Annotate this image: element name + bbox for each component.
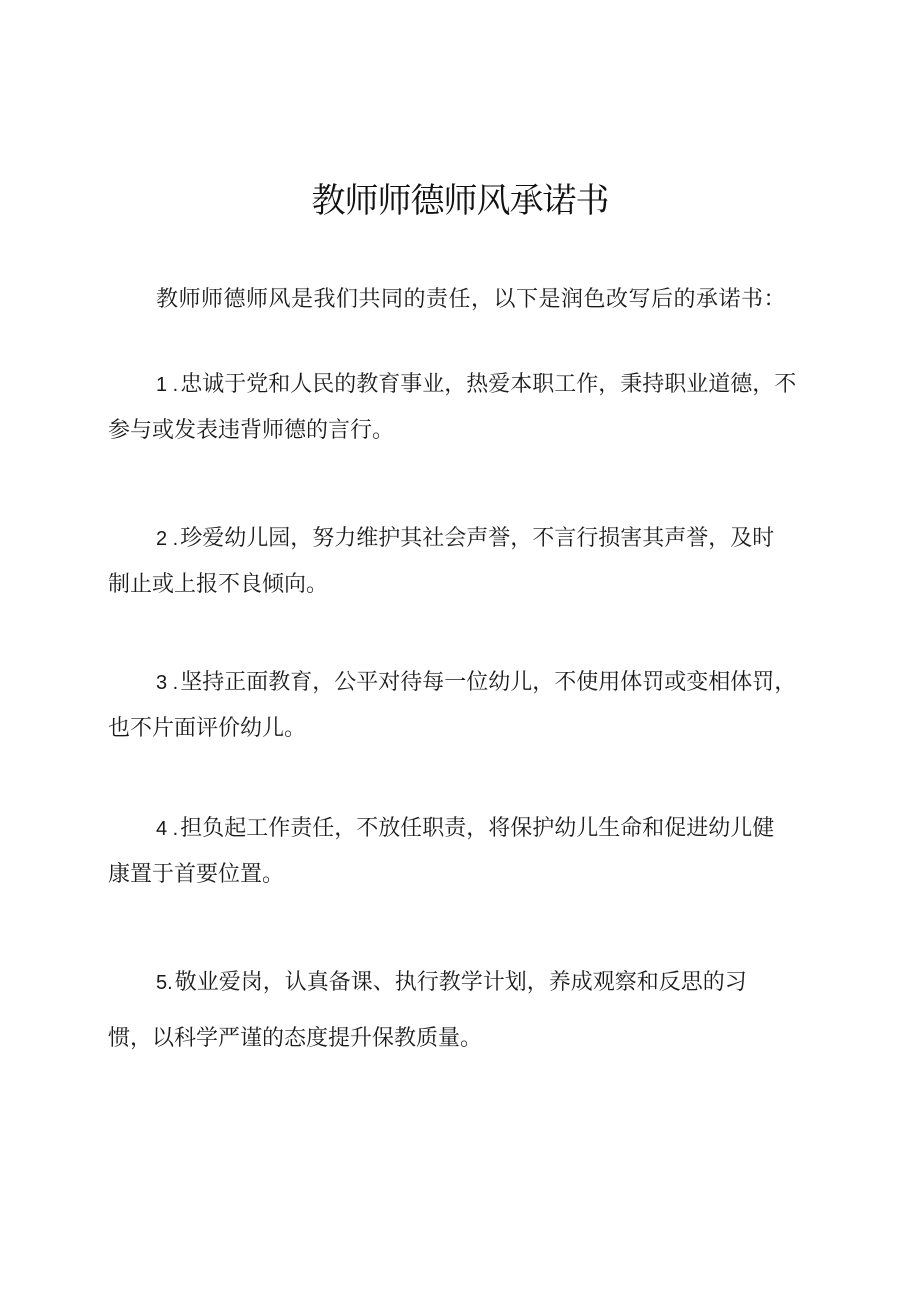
item-continuation-line: 也不片面评价幼儿。 [108, 716, 307, 741]
item-number: 3 . [156, 672, 179, 694]
commitment-item-2 [108, 516, 828, 608]
item-first-line [108, 950, 828, 1016]
commitment-item-4 [108, 806, 828, 898]
item-first-line [108, 660, 828, 706]
item-number: 4 . [156, 818, 179, 840]
intro-paragraph: 教师师德师风是我们共同的责任，以下是润色改写后的承诺书： [156, 287, 787, 312]
item-text: 珍爱幼儿园，努力维护其社会声誉，不言行损害其声誉，及时 [180, 526, 775, 551]
commitment-item-1 [108, 362, 828, 454]
item-continuation-line: 惯，以科学严谨的态度提升保教质量。 [108, 1026, 483, 1051]
item-first-line [108, 362, 828, 408]
item-first-line [108, 806, 828, 852]
item-number: 1 . [156, 374, 179, 396]
item-number: 2 . [156, 528, 179, 550]
item-continuation-line: 参与或发表违背师德的言行。 [108, 418, 395, 443]
item-continuation-line: 康置于首要位置。 [108, 862, 285, 887]
item-text: 敬业爱岗，认真备课、执行教学计划，养成观察和反思的习 [174, 970, 747, 995]
item-first-line [108, 516, 828, 562]
item-text: 忠诚于党和人民的教育事业，热爱本职工作，秉持职业道德，不 [180, 372, 797, 397]
item-continuation-line: 制止或上报不良倾向。 [108, 572, 329, 597]
item-number: 5. [156, 972, 173, 994]
document-title: 教师师德师风承诺书 [311, 181, 609, 221]
commitment-item-5 [108, 950, 828, 1062]
item-text: 坚持正面教育，公平对待每一位幼儿，不使用体罚或变相体罚， [180, 670, 797, 695]
item-text: 担负起工作责任，不放任职责，将保护幼儿生命和促进幼儿健 [180, 816, 775, 841]
commitment-item-3 [108, 660, 828, 752]
